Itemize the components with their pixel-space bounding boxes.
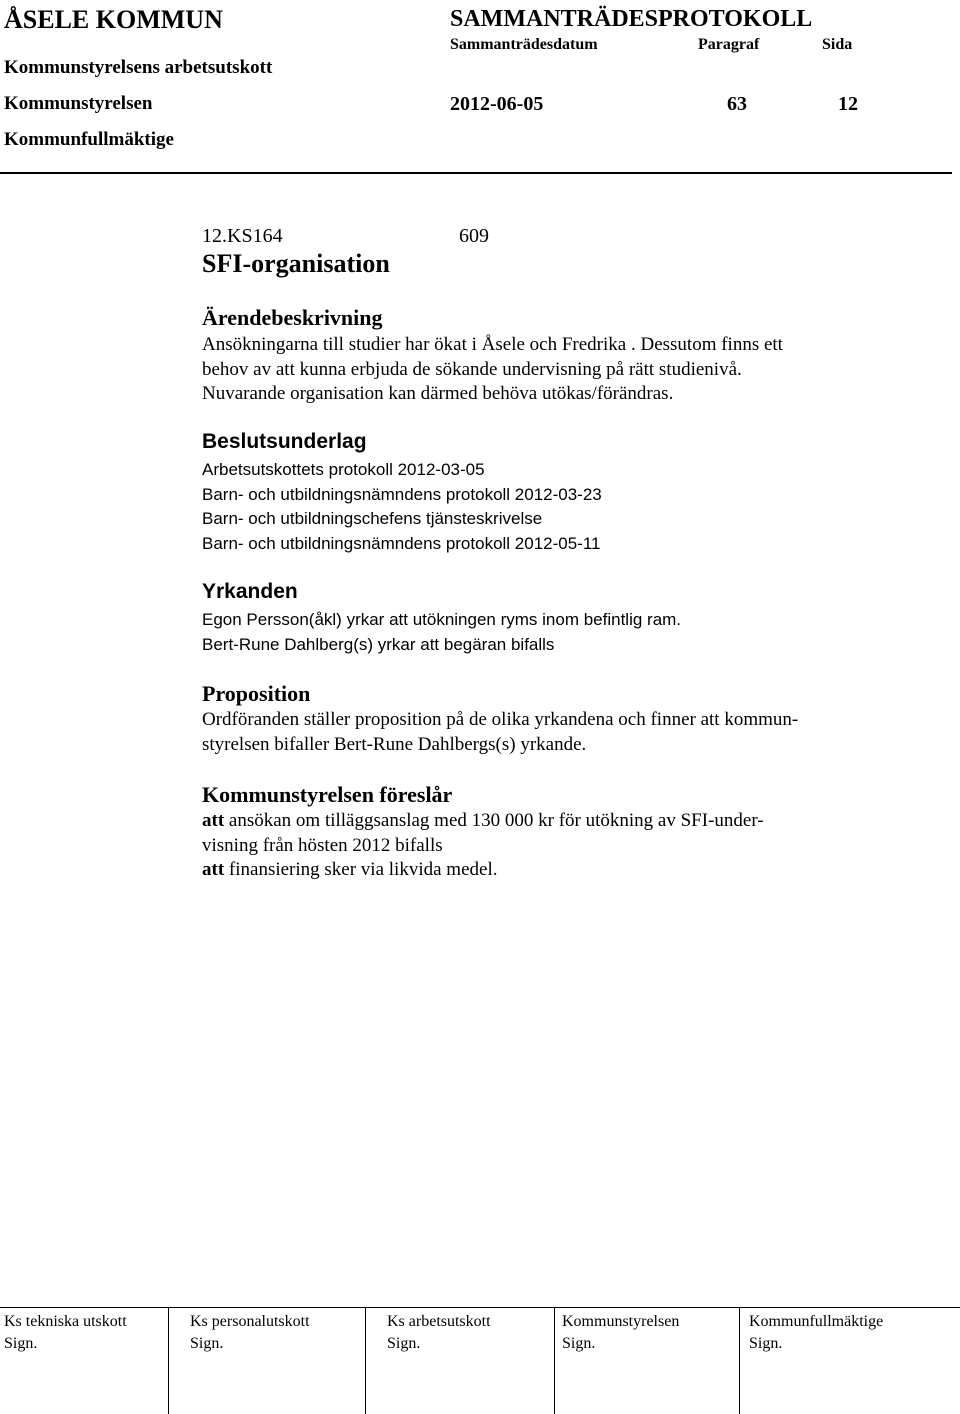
footer-column-divider bbox=[739, 1307, 740, 1414]
att-keyword: att bbox=[202, 810, 225, 831]
basis-item: Barn- och utbildningsnämndens protokoll 2012-03-23 bbox=[202, 484, 602, 504]
footer-sign-field: Sign. bbox=[749, 1335, 783, 1352]
basis-item: Barn- och utbildningsnämndens protokoll 2012-05-11 bbox=[202, 533, 601, 553]
basis-item: Barn- och utbildningschefens tjänsteskrivelse bbox=[202, 509, 543, 528]
body-municipal-council: Kommunfullmäktige bbox=[4, 129, 174, 150]
att-keyword: att bbox=[202, 859, 225, 880]
footer-sign-field: Sign. bbox=[190, 1335, 224, 1352]
footer-column-divider bbox=[365, 1307, 366, 1414]
footer-divider bbox=[0, 1307, 960, 1308]
motion-line: Bert-Rune Dahlberg(s) yrkar att begäran bifalls bbox=[202, 634, 555, 654]
proposal-text bbox=[202, 809, 764, 883]
description-line: Nuvarande organisation kan därmed behöva utökas/förändras. bbox=[202, 383, 674, 404]
motions-heading: Yrkanden bbox=[202, 580, 298, 603]
meeting-date-label: Sammanträdesdatum bbox=[450, 36, 598, 53]
proposal-line: att ansökan om tilläggsanslag med 130 000 kr för utökning av SFI-under- bbox=[202, 810, 764, 831]
footer-col-board: Kommunstyrelsen bbox=[562, 1313, 680, 1330]
footer-col-council: Kommunfullmäktige bbox=[749, 1313, 884, 1330]
meeting-date: 2012-06-05 bbox=[450, 93, 544, 115]
motions-text bbox=[202, 608, 681, 657]
basis-list bbox=[202, 458, 602, 556]
body-executive-committee: Kommunstyrelsens arbetsutskott bbox=[4, 57, 273, 78]
body-municipal-board: Kommunstyrelsen bbox=[4, 93, 153, 114]
paragraph-label: Paragraf bbox=[698, 36, 760, 53]
page-number: 12 bbox=[838, 93, 858, 115]
basis-heading: Beslutsunderlag bbox=[202, 430, 367, 453]
proposition-line: Ordföranden ställer proposition på de olika yrkandena och finner att kommun- bbox=[202, 709, 799, 730]
motion-line: Egon Persson(åkl) yrkar att utökningen ryms inom befintlig ram. bbox=[202, 610, 682, 629]
description-line: Ansökningarna till studier har ökat i Åsele och Fredrika . Dessutom finns ett bbox=[202, 334, 783, 355]
case-code: 609 bbox=[459, 225, 489, 247]
proposition-text bbox=[202, 708, 798, 757]
footer-sign-field: Sign. bbox=[387, 1335, 421, 1352]
footer-col-technical: Ks tekniska utskott bbox=[4, 1313, 127, 1330]
footer-column-divider bbox=[168, 1307, 169, 1414]
footer-column-divider bbox=[554, 1307, 555, 1414]
proposal-line: att finansiering sker via likvida medel. bbox=[202, 859, 498, 880]
proposition-heading: Proposition bbox=[202, 681, 311, 706]
proposal-heading: Kommunstyrelsen föreslår bbox=[202, 782, 453, 807]
footer-col-personnel: Ks personalutskott bbox=[190, 1313, 310, 1330]
footer-sign-field: Sign. bbox=[4, 1335, 38, 1352]
footer-sign-field: Sign. bbox=[562, 1335, 596, 1352]
basis-item: Arbetsutskottets protokoll 2012-03-05 bbox=[202, 460, 485, 479]
footer-col-working: Ks arbetsutskott bbox=[387, 1313, 491, 1330]
municipality-name: ÅSELE KOMMUN bbox=[4, 5, 223, 34]
description-line: behov av att kunna erbjuda de sökande undervisning på rätt studienivå. bbox=[202, 358, 742, 380]
case-number: 12.KS164 bbox=[202, 225, 283, 247]
description-text bbox=[202, 333, 783, 407]
paragraph-number: 63 bbox=[727, 93, 747, 115]
case-title: SFI-organisation bbox=[202, 249, 390, 278]
proposal-line: visning från hösten 2012 bifalls bbox=[202, 834, 443, 856]
document-type: SAMMANTRÄDESPROTOKOLL bbox=[450, 6, 813, 32]
page-label: Sida bbox=[822, 36, 853, 53]
header-divider bbox=[0, 172, 952, 174]
description-heading: Ärendebeskrivning bbox=[202, 305, 383, 330]
proposition-line: styrelsen bifaller Bert-Rune Dahlbergs(s) yrkande. bbox=[202, 733, 587, 755]
